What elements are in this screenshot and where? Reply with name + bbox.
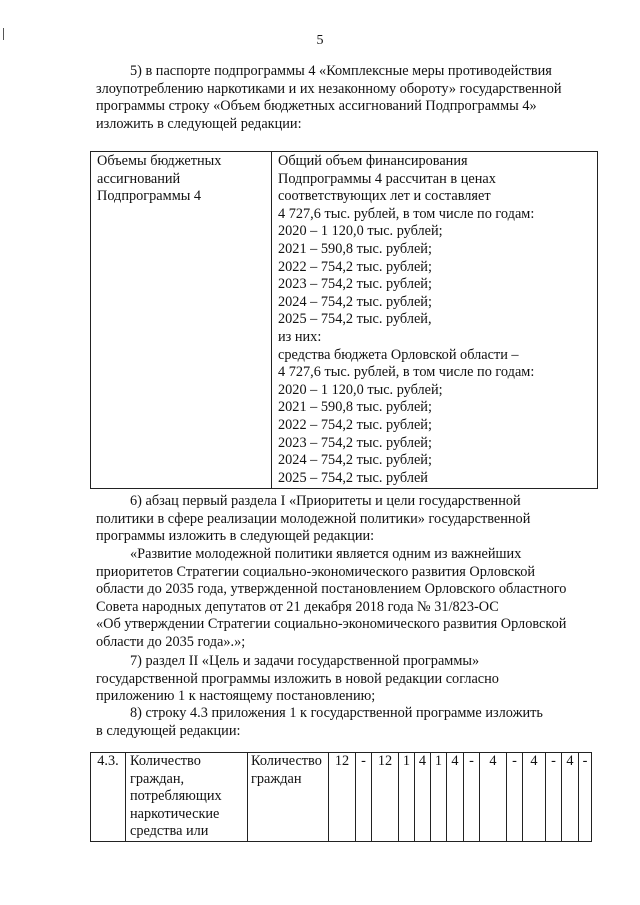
item-8-line: 8) строку 4.3 приложения 1 к государственной программе изложить	[130, 705, 543, 721]
value-cell: 4	[523, 753, 546, 842]
quote-line: приоритетов Стратегии социально-экономического развития Орловской	[96, 563, 535, 580]
item-7-line: государственной программы изложить в новой редакции согласно	[96, 670, 499, 687]
budget-value-line: 2022 – 754,2 тыс. рублей;	[278, 416, 432, 433]
item-8-line: в следующей редакции:	[96, 722, 241, 739]
budget-value-cell	[272, 152, 598, 489]
budget-value-line: 2025 – 754,2 тыс. рублей,	[278, 311, 432, 328]
budget-value-line: 2023 – 754,2 тыс. рублей;	[278, 276, 432, 293]
item-6-line: 6) абзац первый раздела I «Приоритеты и цели государственной	[130, 493, 521, 509]
budget-value-line: 2020 – 1 120,0 тыс. рублей;	[278, 381, 443, 398]
quote-line: «Развитие молодежной политики является одним из важнейших	[130, 546, 522, 562]
indicator-name-line: потребляющих	[130, 788, 222, 805]
budget-value-line: средства бюджета Орловской области –	[278, 346, 519, 363]
budget-value-line: 2024 – 754,2 тыс. рублей;	[278, 293, 432, 310]
budget-label-cell	[91, 152, 272, 489]
indicator-row-4-3	[91, 753, 592, 842]
value-cell: -	[546, 753, 562, 842]
budget-label-line: Подпрограммы 4	[97, 188, 202, 205]
unit-line: граждан	[251, 770, 302, 787]
item-7-line: 7) раздел II «Цель и задачи государственной программы»	[130, 653, 480, 669]
budget-value-line: 2023 – 754,2 тыс. рублей;	[278, 434, 432, 451]
item-5-line: изложить в следующей редакции:	[96, 115, 302, 132]
budget-value-line: из них:	[278, 328, 322, 345]
item-8-paragraph	[96, 705, 598, 740]
value-cell: 4	[562, 753, 579, 842]
budget-value-line: 2021 – 590,8 тыс. рублей;	[278, 399, 432, 416]
indicator-table	[90, 752, 592, 842]
value-cell: -	[356, 753, 372, 842]
item-6-line: политики в сфере реализации молодежной политики» государственной	[96, 510, 531, 527]
budget-value-line: Подпрограммы 4 рассчитан в ценах	[278, 170, 496, 187]
value-cell: 12	[372, 753, 399, 842]
value-cell: 1	[431, 753, 447, 842]
budget-value-line: 4 727,6 тыс. рублей, в том числе по годам:	[278, 205, 535, 222]
indicator-name-cell	[126, 753, 248, 842]
budget-value-line: 4 727,6 тыс. рублей, в том числе по годам:	[278, 364, 535, 381]
budget-label-line: ассигнований	[97, 170, 181, 187]
value-cell: 1	[399, 753, 415, 842]
unit-line: Количество	[251, 753, 322, 769]
value-cell: 12	[329, 753, 356, 842]
budget-value-line: 2021 – 590,8 тыс. рублей;	[278, 240, 432, 257]
unit-cell	[248, 753, 329, 842]
quote-line: области до 2035 года, утвержденной постановлением Орловского областного	[96, 581, 567, 598]
indicator-name-line: средства или	[130, 823, 209, 840]
indicator-name-line: наркотические	[130, 805, 220, 822]
item-7-line: приложению 1 к настоящему постановлению;	[96, 688, 376, 705]
row-number-cell: 4.3.	[91, 753, 126, 842]
value-cell: -	[464, 753, 480, 842]
item-5-line: 5) в паспорте подпрограммы 4 «Комплексные меры противодействия	[130, 63, 552, 79]
value-cell: -	[579, 753, 592, 842]
page-number: 5	[316, 33, 324, 48]
budget-value-line: соответствующих лет и составляет	[278, 188, 491, 205]
quote-line: области до 2035 года».»;	[96, 633, 246, 650]
item-6-paragraph	[96, 493, 598, 546]
indicator-name-line: граждан,	[130, 770, 185, 787]
budget-value-line: 2022 – 754,2 тыс. рублей;	[278, 258, 432, 275]
budget-table-row	[91, 152, 598, 489]
value-cell: -	[507, 753, 523, 842]
value-cell: 4	[447, 753, 464, 842]
budget-value-line: Общий объем финансирования	[278, 153, 468, 169]
budget-value-line: 2025 – 754,2 тыс. рублей	[278, 469, 428, 486]
item-7-paragraph	[96, 653, 598, 706]
item-5-line: программы строку «Объем бюджетных ассигнований Подпрограммы 4»	[96, 98, 537, 115]
budget-table	[90, 151, 598, 489]
item-5-paragraph	[96, 63, 598, 133]
value-cell: 4	[480, 753, 507, 842]
budget-value-line: 2020 – 1 120,0 тыс. рублей;	[278, 223, 443, 240]
quote-paragraph	[96, 546, 598, 652]
budget-label-line: Объемы бюджетных	[97, 153, 222, 169]
budget-value-line: 2024 – 754,2 тыс. рублей;	[278, 452, 432, 469]
indicator-name-line: Количество	[130, 753, 201, 769]
item-5-line: злоупотреблению наркотиками и их незаконному обороту» государственной	[96, 80, 562, 97]
quote-line: «Об утверждении Стратегии социально-экономического развития Орловской	[96, 616, 567, 633]
item-6-line: программы изложить в следующей редакции:	[96, 528, 375, 545]
quote-line: Совета народных депутатов от 21 декабря 2018 года № 31/823-ОС	[96, 598, 499, 615]
value-cell: 4	[415, 753, 431, 842]
